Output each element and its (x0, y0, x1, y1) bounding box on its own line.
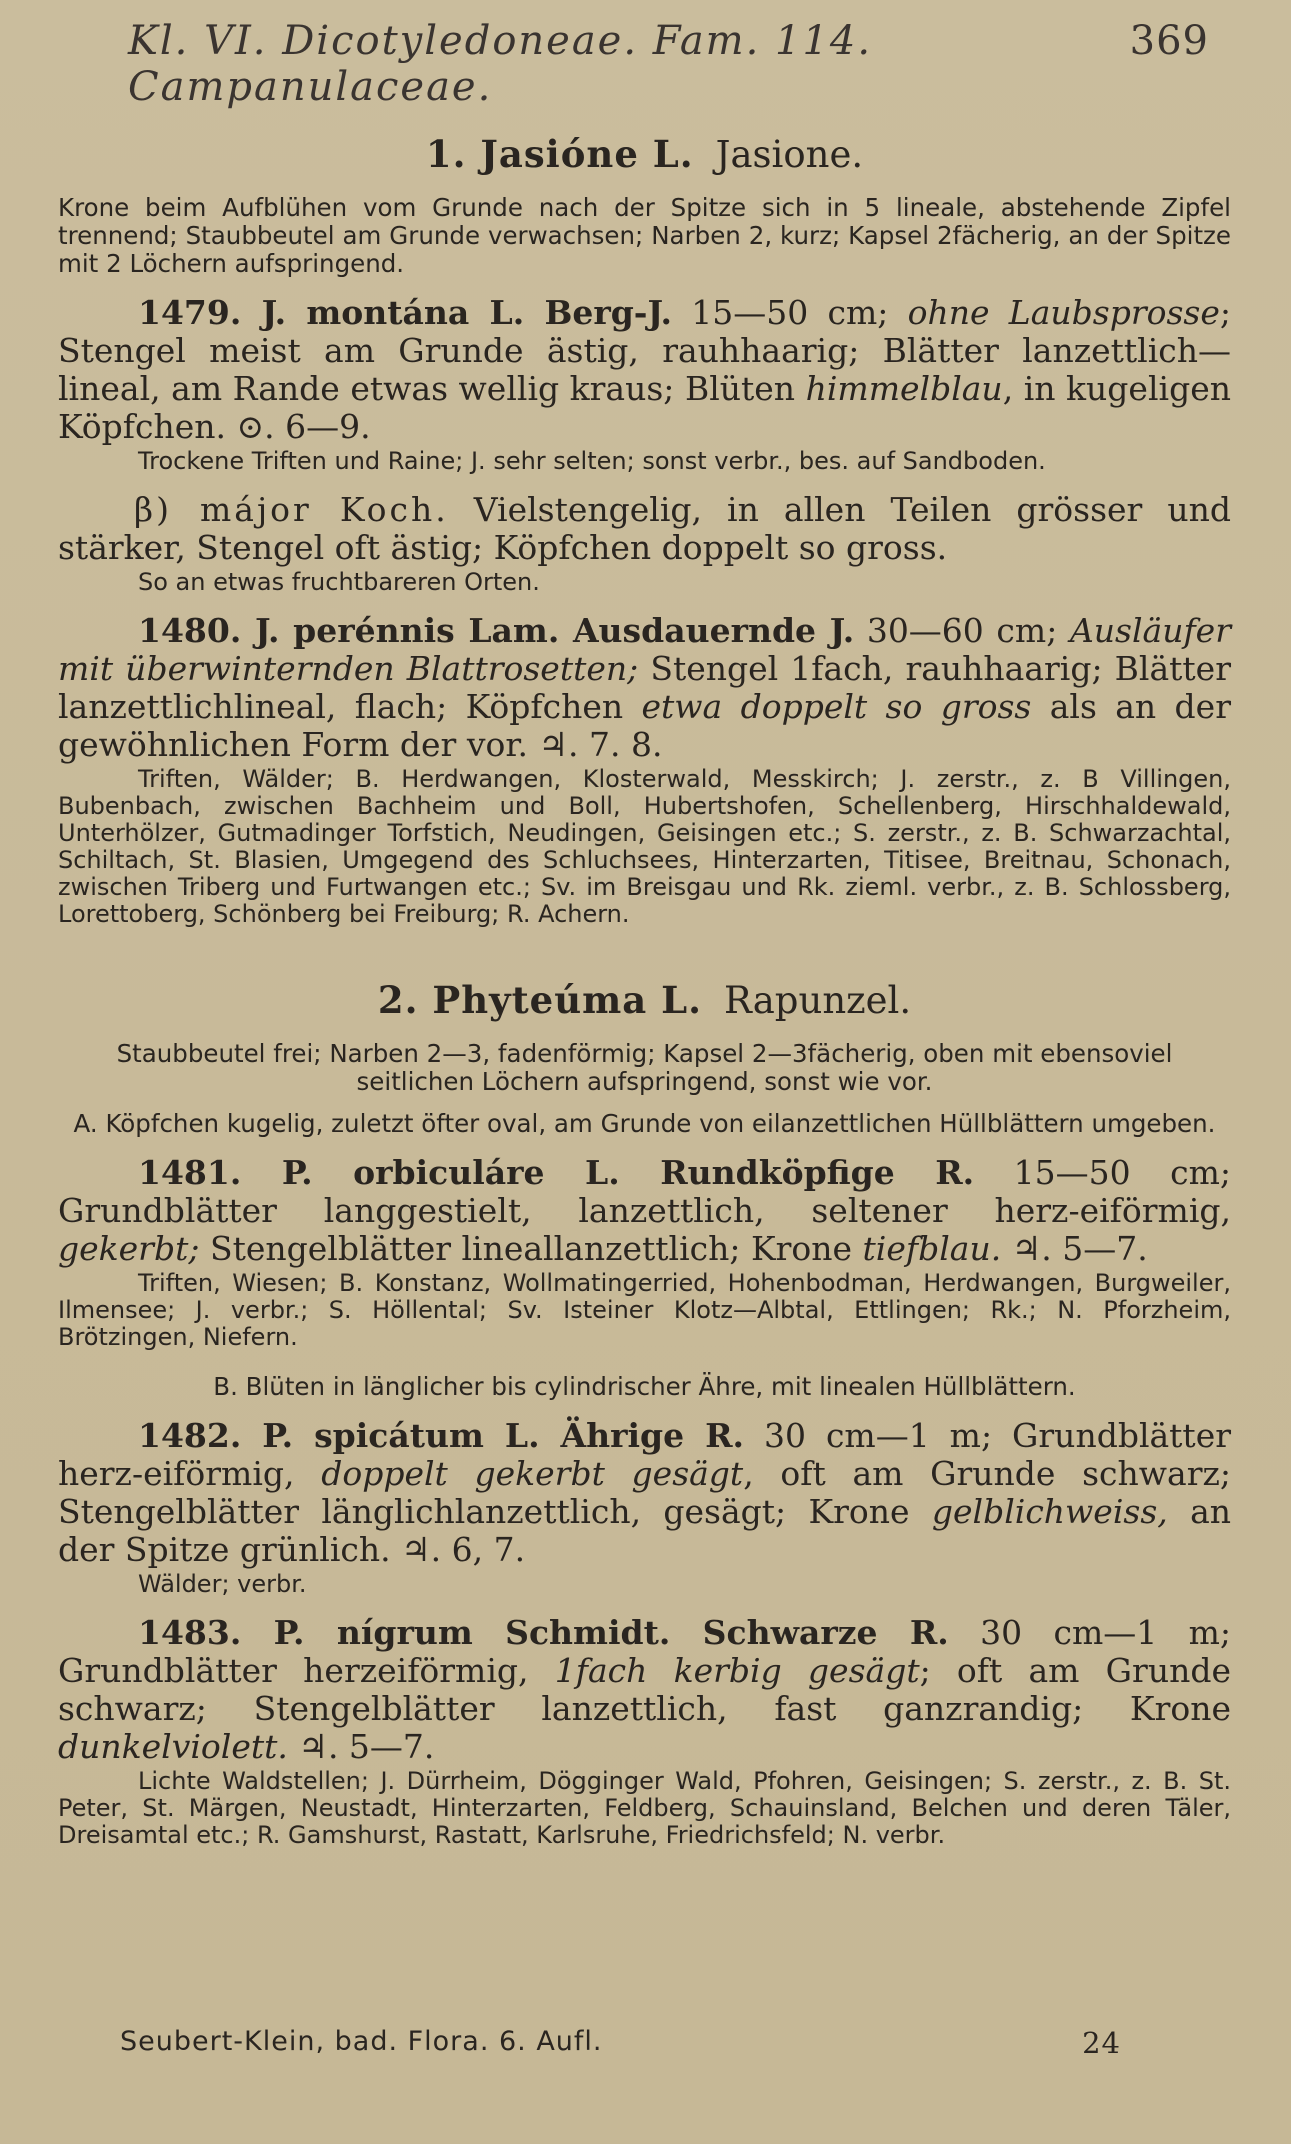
text-run: , oft am Grunde schwarz; Stengelblätter länglichlanzettlich, gesägt; Krone (58, 1454, 1231, 1531)
text-run: ; Stengel meist am Grunde ästig, rauhhaarig; Blätter lanzettlich—lineal, am Rande etwas wellig kraus; Blüten (58, 293, 1231, 408)
variety-entry-major (58, 491, 1231, 596)
species-entry-1483 (58, 1614, 1231, 1849)
italic-run: etwa doppelt so gross (641, 687, 1032, 726)
species-heading: 1481. P. orbiculáre L. Rundköpfige R. (138, 1153, 975, 1192)
text-run: Vielstengelig, in allen Teilen grösser und stärker, Stengel oft ästig; Köpfchen doppelt so gross. (58, 490, 1232, 567)
page-number: 369 (1129, 18, 1209, 64)
text-run: 30 cm—1 m; Grundblätter herzeiförmig, (58, 1613, 1231, 1690)
running-header (58, 18, 1231, 110)
species-text (58, 1417, 1231, 1569)
species-heading: 1479. J. montána L. Berg-J. (138, 293, 673, 332)
species-heading: 1482. P. spicátum L. Ährige R. (138, 1416, 745, 1455)
text-run: 30 cm—1 m; Grundblätter herz-eiförmig, (58, 1416, 1231, 1493)
text-run: als an der gewöhnlichen Form der vor. ♃. 7. 8. (58, 687, 1231, 764)
species-text (58, 294, 1231, 446)
genus-german-name: Rapunzel. (724, 979, 912, 1022)
habitat-note: Trockene Triften und Raine; J. sehr selten; sonst verbr., bes. auf Sandboden. (138, 447, 1046, 475)
italic-run: doppelt gekerbt gesägt (321, 1454, 744, 1493)
text-run: ♃. 5—7. (1001, 1229, 1148, 1268)
genus-description: Staubbeutel frei; Narben 2—3, fadenförmig; Kapsel 2—3fächerig, oben mit ebensoviel seitlichen Löchern aufspringend, sonst wie vor. (116, 1039, 1173, 1096)
genus-heading-jasione (58, 132, 1231, 176)
page-footer (120, 2026, 1121, 2060)
species-entry-1479 (58, 294, 1231, 475)
running-title: Kl. VI. Dicotyledoneae. Fam. 114. Campanulaceae. (128, 18, 873, 110)
habitat-note: Triften, Wälder; B. Herdwangen, Klosterwald, Messkirch; J. zerstr., z. B Villingen, Bubenbach, zwischen Bachheim und Boll, Hubertshofen, Schellenberg, Hirschhaldewald, Unterhölzer, Gutmadinger Torfstich, Neudingen, Geisingen etc.; S. zerstr., z. B. Schwarzachtal, Schiltach, St. Blasien, Umgegend des Schluchsees, Hinterzarten, Titisee, Breitnau, Schonach, zwischen Triberg und Furtwangen etc.; Sv. im Breisgau und Rk. zieml. verbr., z. B. Schlossberg, Lorettoberg, Schönberg bei Freiburg; R. Achern. (58, 765, 1231, 928)
habitat-note: Triften, Wiesen; B. Konstanz, Wollmatingerried, Hohenbodman, Herdwangen, Burgweiler, Ilmensee; J. verbr.; S. Höllental; Sv. Isteiner Klotz—Albtal, Ettlingen; Rk.; N. Pforzheim, Brötzingen, Niefern. (58, 1269, 1231, 1351)
genus-title: 2. Phyteúma L. (377, 978, 703, 1022)
species-heading: 1480. J. perénnis Lam. Ausdauernde J. (138, 611, 855, 650)
species-text (58, 1614, 1231, 1766)
text-run: 30—60 cm; (854, 611, 1070, 650)
text-run: 15—50 cm; Grundblätter langgestielt, lanzettlich, seltener herz-eiförmig, (58, 1153, 1231, 1230)
habitat-note: Lichte Waldstellen; J. Dürrheim, Dögginger Wald, Pfohren, Geisingen; S. zerstr., z. B. St. Peter, St. Märgen, Neustadt, Hinterzarten, Feldberg, Schauinsland, Belchen und deren Täler, Dreisamtal etc.; R. Gamshurst, Rastatt, Karlsruhe, Friedrichsfeld; N. verbr. (58, 1767, 1231, 1849)
text-run: , in kugeligen Köpfchen. ⊙. 6—9. (58, 369, 1231, 446)
text-run: Stengelblätter lineallanzettlich; Krone (199, 1229, 863, 1268)
text-run: an der Spitze grünlich. ♃. 6, 7. (58, 1492, 1231, 1569)
text-run: ; oft am Grunde schwarz; Stengelblätter lanzettlich, fast ganzrandig; Krone (58, 1651, 1231, 1728)
key-section-b: B. Blüten in länglicher bis cylindrischer Ähre, mit linealen Hüllblättern. (213, 1372, 1076, 1401)
species-text (58, 1154, 1231, 1268)
genus-title: 1. Jasióne L. (425, 132, 694, 176)
species-heading: 1483. P. nígrum Schmidt. Schwarze R. (138, 1613, 949, 1652)
genus-german-name: Jasione. (715, 133, 864, 176)
imprint-line: Seubert-Klein, bad. Flora. 6. Aufl. (120, 2026, 603, 2057)
italic-run: gelblichweiss, (931, 1492, 1168, 1531)
italic-run: ohne Laubsprosse (907, 293, 1220, 332)
habitat-note: Wälder; verbr. (138, 1570, 307, 1598)
text-run: 15—50 cm; (672, 293, 908, 332)
species-entry-1481 (58, 1154, 1231, 1351)
signature-mark: 24 (1082, 2026, 1121, 2060)
variety-text (58, 491, 1231, 567)
italic-run: Ausläufer mit überwinternden Blattrosetten; (58, 611, 1231, 688)
italic-run: gekerbt; (58, 1229, 200, 1268)
habitat-note: So an etwas fruchtbareren Orten. (138, 568, 540, 596)
genus-heading-phyteuma (58, 978, 1231, 1022)
text-run: ♃. 5—7. (287, 1727, 435, 1766)
italic-run: dunkelviolett. (58, 1727, 288, 1766)
italic-run: 1fach kerbig gesägt (554, 1651, 920, 1690)
section-gap (58, 928, 1231, 966)
text-run: Stengel 1fach, rauhhaarig; Blätter lanzettlichlineal, flach; Köpfchen (58, 649, 1231, 726)
genus-description: Krone beim Aufblühen vom Grunde nach der Spitze sich in 5 lineale, abstehende Zipfel trennend; Staubbeutel am Grunde verwachsen; Narben 2, kurz; Kapsel 2fächerig, an der Spitze mit 2 Löchern aufspringend. (58, 193, 1231, 278)
variety-label: β) májor Koch. (134, 490, 449, 529)
species-entry-1482 (58, 1417, 1231, 1598)
species-text (58, 612, 1231, 764)
species-entry-1480 (58, 612, 1231, 928)
italic-run: himmelblau (805, 369, 1003, 408)
italic-run: tiefblau. (862, 1229, 1002, 1268)
key-section-a: A. Köpfchen kugelig, zuletzt öfter oval, am Grunde von eilanzettlichen Hüllblättern umgeben. (73, 1109, 1216, 1138)
